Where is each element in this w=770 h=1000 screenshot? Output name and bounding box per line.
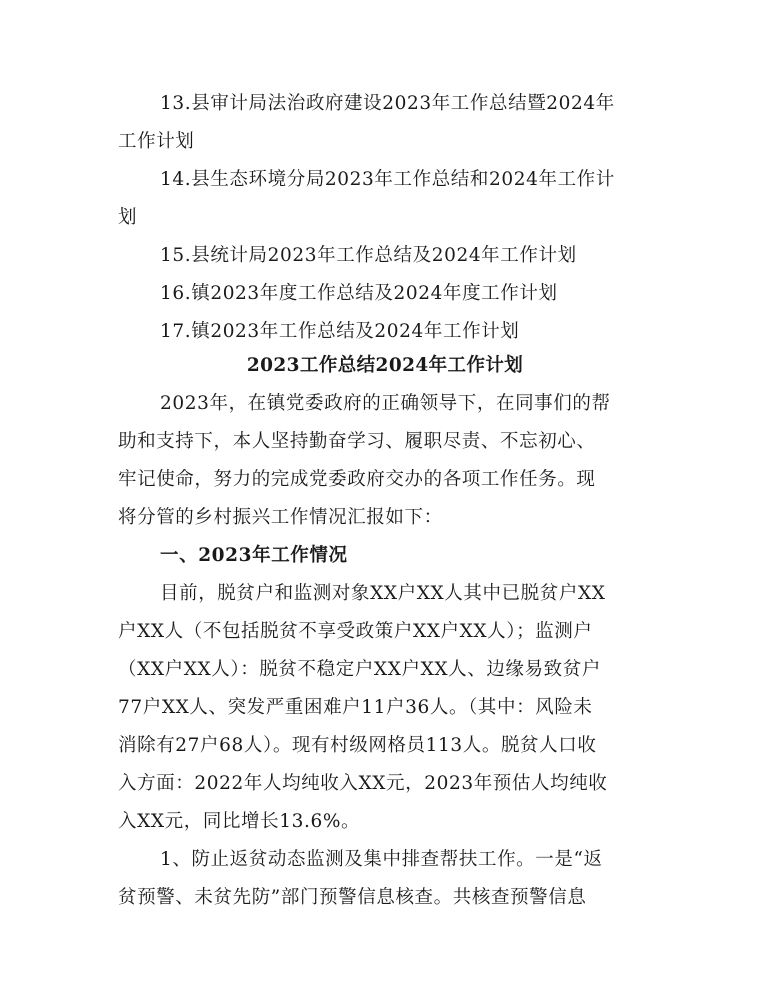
list-item-13-line1: 13.县审计局法治政府建设2023年工作总结暨2024年 xyxy=(160,93,615,114)
section-para-line-2: 户XX人（不包括脱贫不享受政策户XX户XX人）；监测户 xyxy=(118,621,593,642)
list-item-17: 17.镇2023年工作总结及2024年工作计划 xyxy=(160,321,520,342)
intro-line-4: 将分管的乡村振兴工作情况汇报如下： xyxy=(118,507,443,528)
list-item-16: 16.镇2023年度工作总结及2024年度工作计划 xyxy=(160,283,558,304)
document-title: 2023工作总结2024年工作计划 xyxy=(246,355,524,376)
section-para-line-7: 入XX元，同比增长13.6%。 xyxy=(118,811,361,832)
section-para-line-3: （XX户XX人）：脱贫不稳定户XX户XX人、边缘易致贫户 xyxy=(118,659,601,680)
list-item-14-line1: 14.县生态环境分局2023年工作总结和2024年工作计 xyxy=(160,169,615,190)
list-item-15: 15.县统计局2023年工作总结及2024年工作计划 xyxy=(160,245,577,266)
item1-para-line-2: 贫预警、未贫先防”部门预警信息核查。共核查预警信息 xyxy=(118,887,587,908)
section-para-line-4: 77户XX人、突发严重困难户11户36人。（其中：风险未 xyxy=(118,697,593,718)
section-para-line-1: 目前，脱贫户和监测对象XX户XX人其中已脱贫户XX xyxy=(160,583,606,604)
list-item-14-line2: 划 xyxy=(118,207,138,228)
list-item-13-line2: 工作计划 xyxy=(118,131,195,152)
section-para-line-5: 消除有27户68人）。现有村级网格员113人。脱贫人口收 xyxy=(118,735,597,756)
intro-line-1: 2023年，在镇党委政府的正确领导下，在同事们的帮 xyxy=(160,393,611,414)
intro-line-2: 助和支持下，本人坚持勤奋学习、履职尽责、不忘初心、 xyxy=(118,431,596,452)
section-heading: 一、2023年工作情况 xyxy=(160,545,348,566)
item1-para-line-1: 1、防止返贫动态监测及集中排查帮扶工作。一是“返 xyxy=(160,849,603,870)
section-para-line-6: 入方面：2022年人均纯收入XX元，2023年预估人均纯收 xyxy=(118,773,608,794)
intro-line-3: 牢记使命，努力的完成党委政府交办的各项工作任务。现 xyxy=(118,469,596,490)
